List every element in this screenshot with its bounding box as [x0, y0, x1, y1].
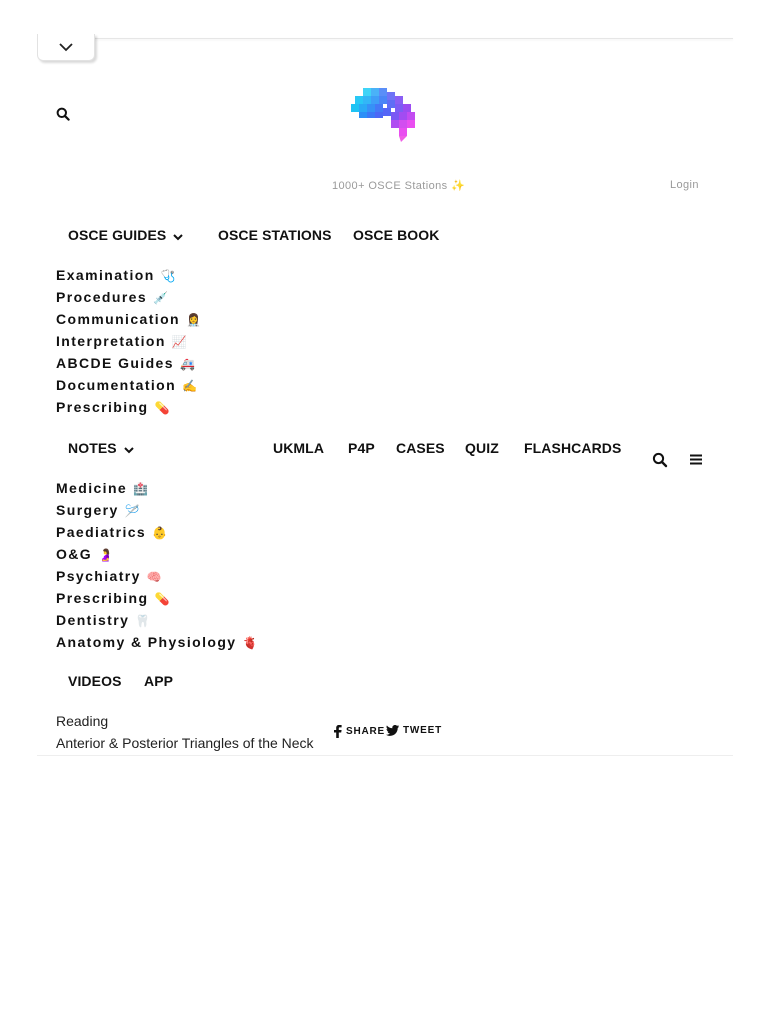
hamburger-menu-icon[interactable]: [689, 452, 705, 468]
menu-item-interpretation[interactable]: [56, 333, 187, 349]
menu-item-communication[interactable]: [56, 311, 201, 327]
menu-item-og[interactable]: [56, 546, 113, 562]
menu-item-label: Interpretation: [56, 333, 166, 349]
menu-item-label: Prescribing: [56, 590, 149, 606]
menu-item-prescribing[interactable]: [56, 399, 169, 415]
menu-item-label: Prescribing: [56, 399, 149, 415]
menu-item-label: Dentistry: [56, 612, 130, 628]
menu-item-anatomy-physiology[interactable]: [56, 634, 257, 650]
menu-item-prescribing-notes[interactable]: [56, 590, 169, 606]
login-link[interactable]: Login: [670, 179, 699, 191]
menu-item-paediatrics[interactable]: [56, 524, 167, 540]
menu-item-surgery[interactable]: [56, 502, 140, 518]
syringe-icon: 💉: [153, 291, 168, 305]
hospital-icon: 🏥: [133, 482, 149, 496]
nav-notes[interactable]: [68, 440, 134, 457]
search-icon[interactable]: [652, 452, 668, 468]
chevron-down-icon: [124, 441, 134, 457]
nav-osce-guides[interactable]: [68, 227, 183, 244]
menu-item-label: Surgery: [56, 502, 119, 518]
top-divider: [37, 38, 733, 39]
pregnant-woman-icon: 🤰: [98, 548, 114, 562]
pill-icon: 💊: [154, 592, 170, 606]
collapse-toggle-button[interactable]: [37, 34, 95, 61]
nav-osce-book[interactable]: OSCE BOOK: [353, 227, 440, 243]
menu-item-label: Anatomy & Physiology: [56, 634, 237, 650]
menu-item-label: ABCDE Guides: [56, 355, 174, 371]
twitter-icon: [386, 725, 399, 736]
share-label: SHARE: [346, 726, 386, 737]
tweet-label: TWEET: [403, 725, 442, 736]
nav-osce-guides-label: OSCE GUIDES: [68, 227, 167, 243]
brain-icon: 🧠: [146, 570, 162, 584]
menu-item-label: O&G: [56, 546, 93, 562]
reading-label: Reading: [56, 713, 109, 729]
anatomical-heart-icon: 🫀: [242, 636, 258, 650]
menu-item-label: Communication: [56, 311, 180, 327]
menu-item-dentistry[interactable]: [56, 612, 150, 628]
nav-notes-label: NOTES: [68, 440, 117, 456]
nav-quiz[interactable]: QUIZ: [465, 440, 499, 456]
ambulance-icon: 🚑: [179, 357, 195, 371]
brain-logo[interactable]: [351, 86, 421, 142]
menu-item-label: Paediatrics: [56, 524, 147, 540]
writing-hand-icon: ✍️: [182, 379, 198, 393]
nav-p4p[interactable]: P4P: [348, 440, 375, 456]
nav-videos[interactable]: VIDEOS: [68, 673, 122, 689]
menu-item-procedures[interactable]: [56, 289, 168, 305]
tweet-button[interactable]: [386, 725, 442, 736]
tooth-icon: 🦷: [135, 614, 151, 628]
menu-item-label: Documentation: [56, 377, 177, 393]
pill-icon: 💊: [154, 401, 170, 415]
chevron-down-icon: [59, 43, 73, 52]
nav-ukmla[interactable]: UKMLA: [273, 440, 325, 456]
search-icon[interactable]: [56, 107, 70, 121]
chevron-down-icon: [173, 228, 183, 244]
share-button[interactable]: [333, 725, 385, 738]
article-title: Anterior & Posterior Triangles of the Neck: [56, 735, 314, 751]
menu-item-label: Procedures: [56, 289, 148, 305]
reading-bar-divider: [37, 755, 733, 756]
needle-thread-icon: 🪡: [124, 504, 140, 518]
tagline: 1000+ OSCE Stations ✨: [332, 180, 466, 192]
menu-item-psychiatry[interactable]: [56, 568, 162, 584]
nav-app[interactable]: APP: [144, 673, 174, 689]
menu-item-label: Psychiatry: [56, 568, 141, 584]
chart-icon: 📈: [171, 335, 187, 349]
menu-item-medicine[interactable]: [56, 480, 148, 496]
nav-flashcards[interactable]: FLASHCARDS: [524, 440, 622, 456]
menu-item-label: Medicine: [56, 480, 128, 496]
menu-item-abcde-guides[interactable]: [56, 355, 195, 371]
menu-item-documentation[interactable]: [56, 377, 197, 393]
menu-item-examination[interactable]: [56, 267, 176, 283]
stethoscope-icon: 🩺: [160, 269, 176, 283]
health-worker-icon: 👩‍⚕️: [185, 313, 201, 327]
nav-osce-stations[interactable]: OSCE STATIONS: [218, 227, 332, 243]
nav-cases[interactable]: CASES: [396, 440, 445, 456]
menu-item-label: Examination: [56, 267, 155, 283]
facebook-icon: [333, 725, 342, 738]
baby-icon: 👶: [152, 526, 168, 540]
